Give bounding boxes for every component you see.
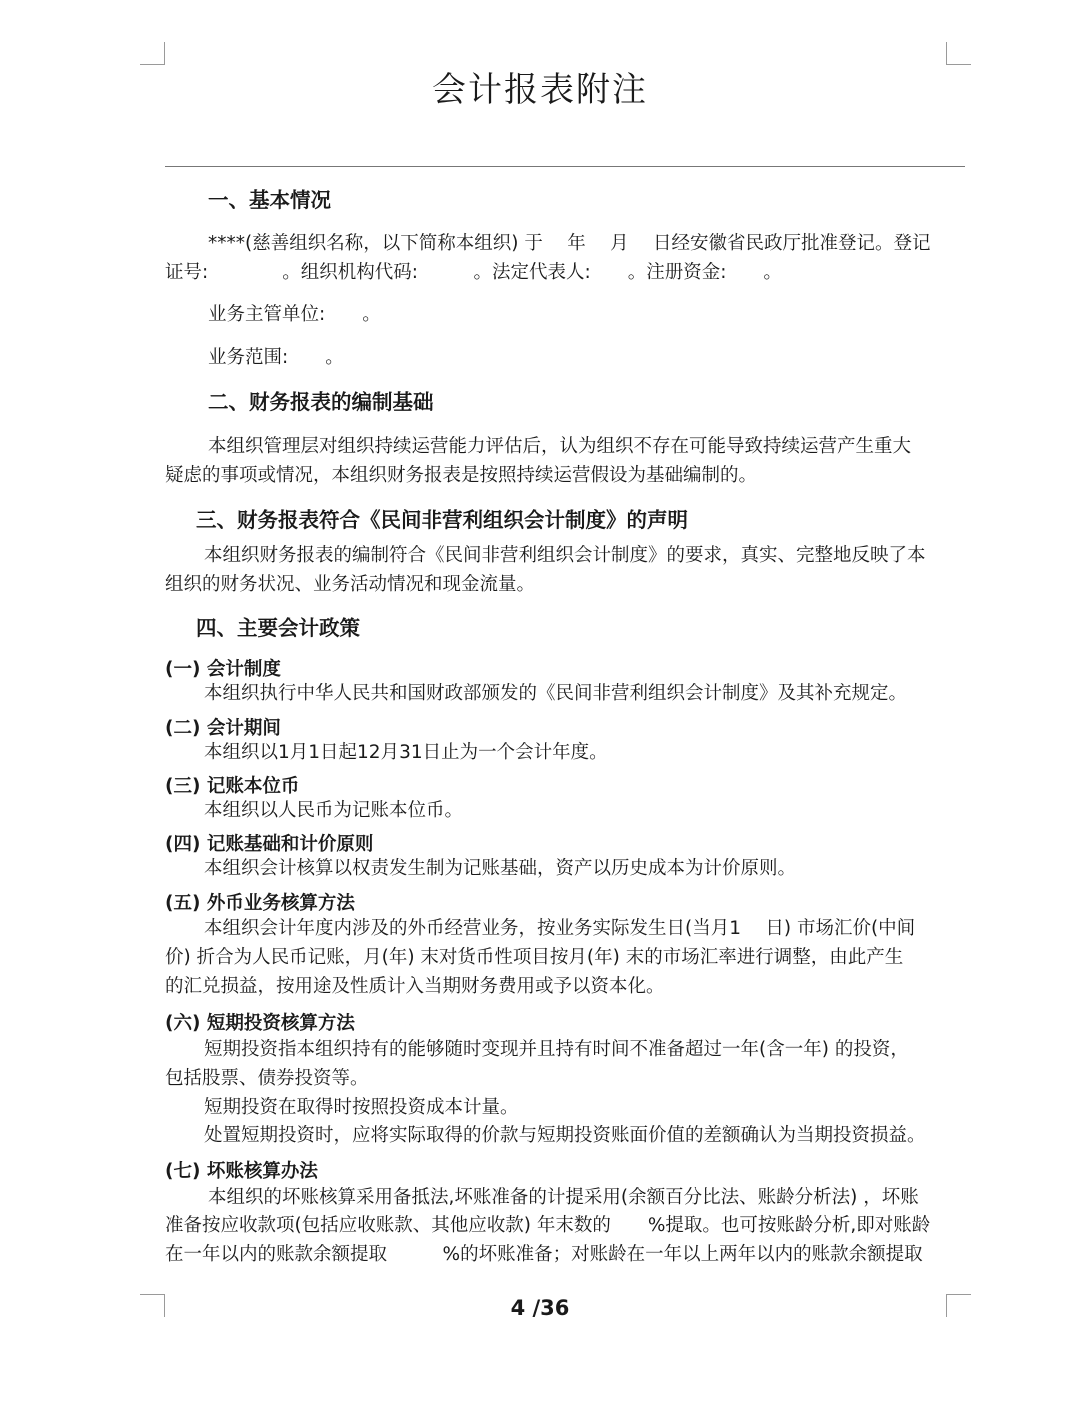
subsection-4-line-1: 本组织会计核算以权责发生制为记账基础，资产以历史成本为计价原则。: [204, 858, 797, 879]
section-4-heading: 四、主要会计政策: [196, 616, 360, 640]
subsection-6-line-1: 短期投资指本组织持有的能够随时变现并且持有时间不准备超过一年(含一年) 的投资，: [204, 1039, 909, 1060]
subsection-6-line-2: 包括股票、债券投资等。: [165, 1068, 369, 1089]
subsection-7-line-2: 准备按应收款项(包括应收账款、其他应收款) 年末数的 %提取。也可按账龄分析,即对账龄: [165, 1215, 931, 1236]
business-scope: 业务范围: 。: [208, 347, 344, 368]
title-divider: [165, 166, 965, 167]
subsection-5-line-1: 本组织会计年度内涉及的外币经营业务，按业务实际发生日(当月1 日) 市场汇价(中间: [204, 918, 916, 939]
subsection-6-line-4: 处置短期投资时，应将实际取得的价款与短期投资账面价值的差额确认为当期投资损益。: [204, 1125, 926, 1146]
supervisor-unit: 业务主管单位: 。: [208, 304, 381, 325]
section-3-line-1: 本组织财务报表的编制符合《民间非营利组织会计制度》的要求，真实、完整地反映了本: [204, 545, 926, 566]
subsection-2-heading: (二) 会计期间: [165, 718, 281, 739]
crop-mark-top-right: [946, 42, 971, 65]
subsection-6-line-3: 短期投资在取得时按照投资成本计量。: [204, 1097, 519, 1118]
subsection-5-line-3: 的汇兑损益，按用途及性质计入当期财务费用或予以资本化。: [165, 976, 665, 997]
section-3-heading: 三、财务报表符合《民间非营利组织会计制度》的声明: [196, 508, 688, 532]
section-1-heading: 一、基本情况: [208, 188, 331, 212]
section-2-heading: 二、财务报表的编制基础: [208, 390, 434, 414]
section-3-line-2: 组织的财务状况、业务活动情况和现金流量。: [165, 574, 536, 595]
subsection-7-heading: (七) 坏账核算办法: [165, 1161, 318, 1182]
section-2-line-1: 本组织管理层对组织持续运营能力评估后，认为组织不存在可能导致持续运营产生重大: [208, 436, 912, 457]
page-title: 会计报表附注: [432, 70, 648, 110]
section-1-paragraph-line-2: 证号: 。组织机构代码: 。法定代表人: 。注册资金: 。: [165, 262, 782, 283]
subsection-3-line-1: 本组织以人民币为记账本位币。: [204, 800, 464, 821]
crop-mark-top-left: [140, 42, 165, 65]
subsection-5-heading: (五) 外币业务核算方法: [165, 893, 355, 914]
subsection-4-heading: (四) 记账基础和计价原则: [165, 834, 374, 855]
subsection-5-line-2: 价) 折合为人民币记账，月(年) 末对货币性项目按月(年) 末的市场汇率进行调整，由此产生: [165, 947, 904, 968]
subsection-3-heading: (三) 记账本位币: [165, 776, 300, 797]
subsection-7-line-1: 本组织的坏账核算采用备抵法,坏账准备的计提采用(余额百分比法、账龄分析法) ，坏账: [208, 1187, 919, 1208]
subsection-1-line-1: 本组织执行中华人民共和国财政部颁发的《民间非营利组织会计制度》及其补充规定。: [204, 683, 908, 704]
subsection-7-line-3: 在一年以内的账款余额提取 %的坏账准备；对账龄在一年以上两年以内的账款余额提取: [165, 1244, 923, 1265]
page-number: 4 /36: [510, 1296, 570, 1320]
subsection-6-heading: (六) 短期投资核算方法: [165, 1013, 355, 1034]
subsection-2-line-1: 本组织以1月1日起12月31日止为一个会计年度。: [204, 742, 608, 763]
section-1-paragraph-line-1: ****(慈善组织名称，以下简称本组织) 于 年 月 日经安徽省民政厅批准登记。登记: [208, 233, 931, 254]
subsection-1-heading: (一) 会计制度: [165, 659, 281, 680]
section-2-line-2: 疑虑的事项或情况，本组织财务报表是按照持续运营假设为基础编制的。: [165, 465, 758, 486]
